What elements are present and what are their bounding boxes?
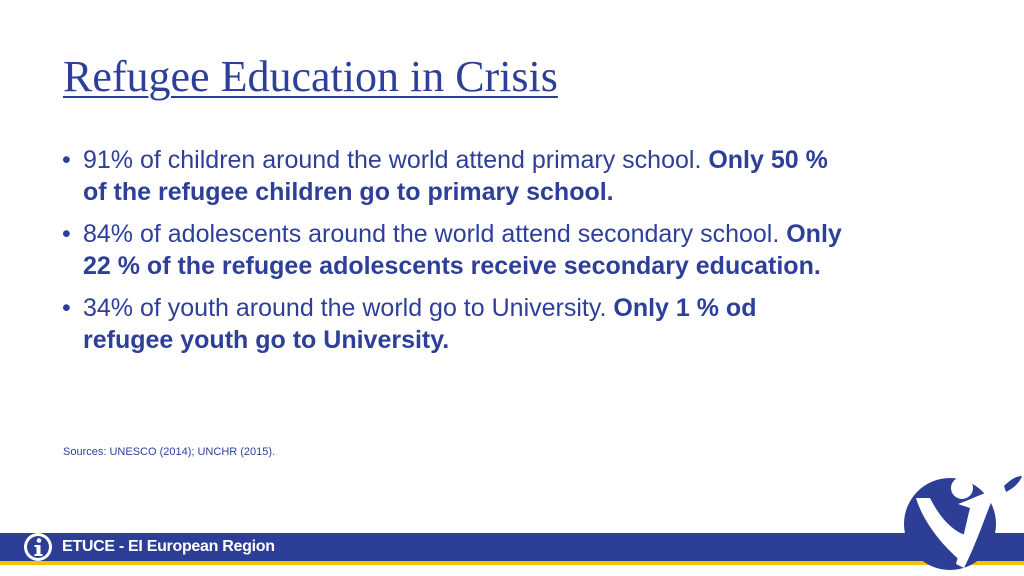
figure-logo-icon xyxy=(900,458,1024,576)
bullet-text-bold: Only 50 % of the refugee children go to primary school. xyxy=(83,146,828,206)
info-icon xyxy=(22,531,54,563)
slide-title: Refugee Education in Crisis xyxy=(63,52,558,101)
bullet-item xyxy=(62,292,852,356)
footer-accent-line xyxy=(0,561,1024,565)
bullet-list xyxy=(62,144,852,366)
bullet-text-bold: Only 1 % od refugee youth go to University. xyxy=(83,294,757,354)
bullet-item xyxy=(62,218,852,282)
sources-note: Sources: UNESCO (2014); UNCHR (2015). xyxy=(63,446,276,458)
bullet-text: 34% of youth around the world go to University. xyxy=(83,294,614,322)
bullet-text-bold: Only 22 % of the refugee adolescents receive secondary education. xyxy=(83,220,842,280)
bullet-text: 91% of children around the world attend primary school. xyxy=(83,146,709,174)
footer-label: ETUCE - EI European Region xyxy=(62,538,275,555)
bullet-text: 84% of adolescents around the world attend secondary school. xyxy=(83,220,787,248)
bullet-item xyxy=(62,144,852,208)
